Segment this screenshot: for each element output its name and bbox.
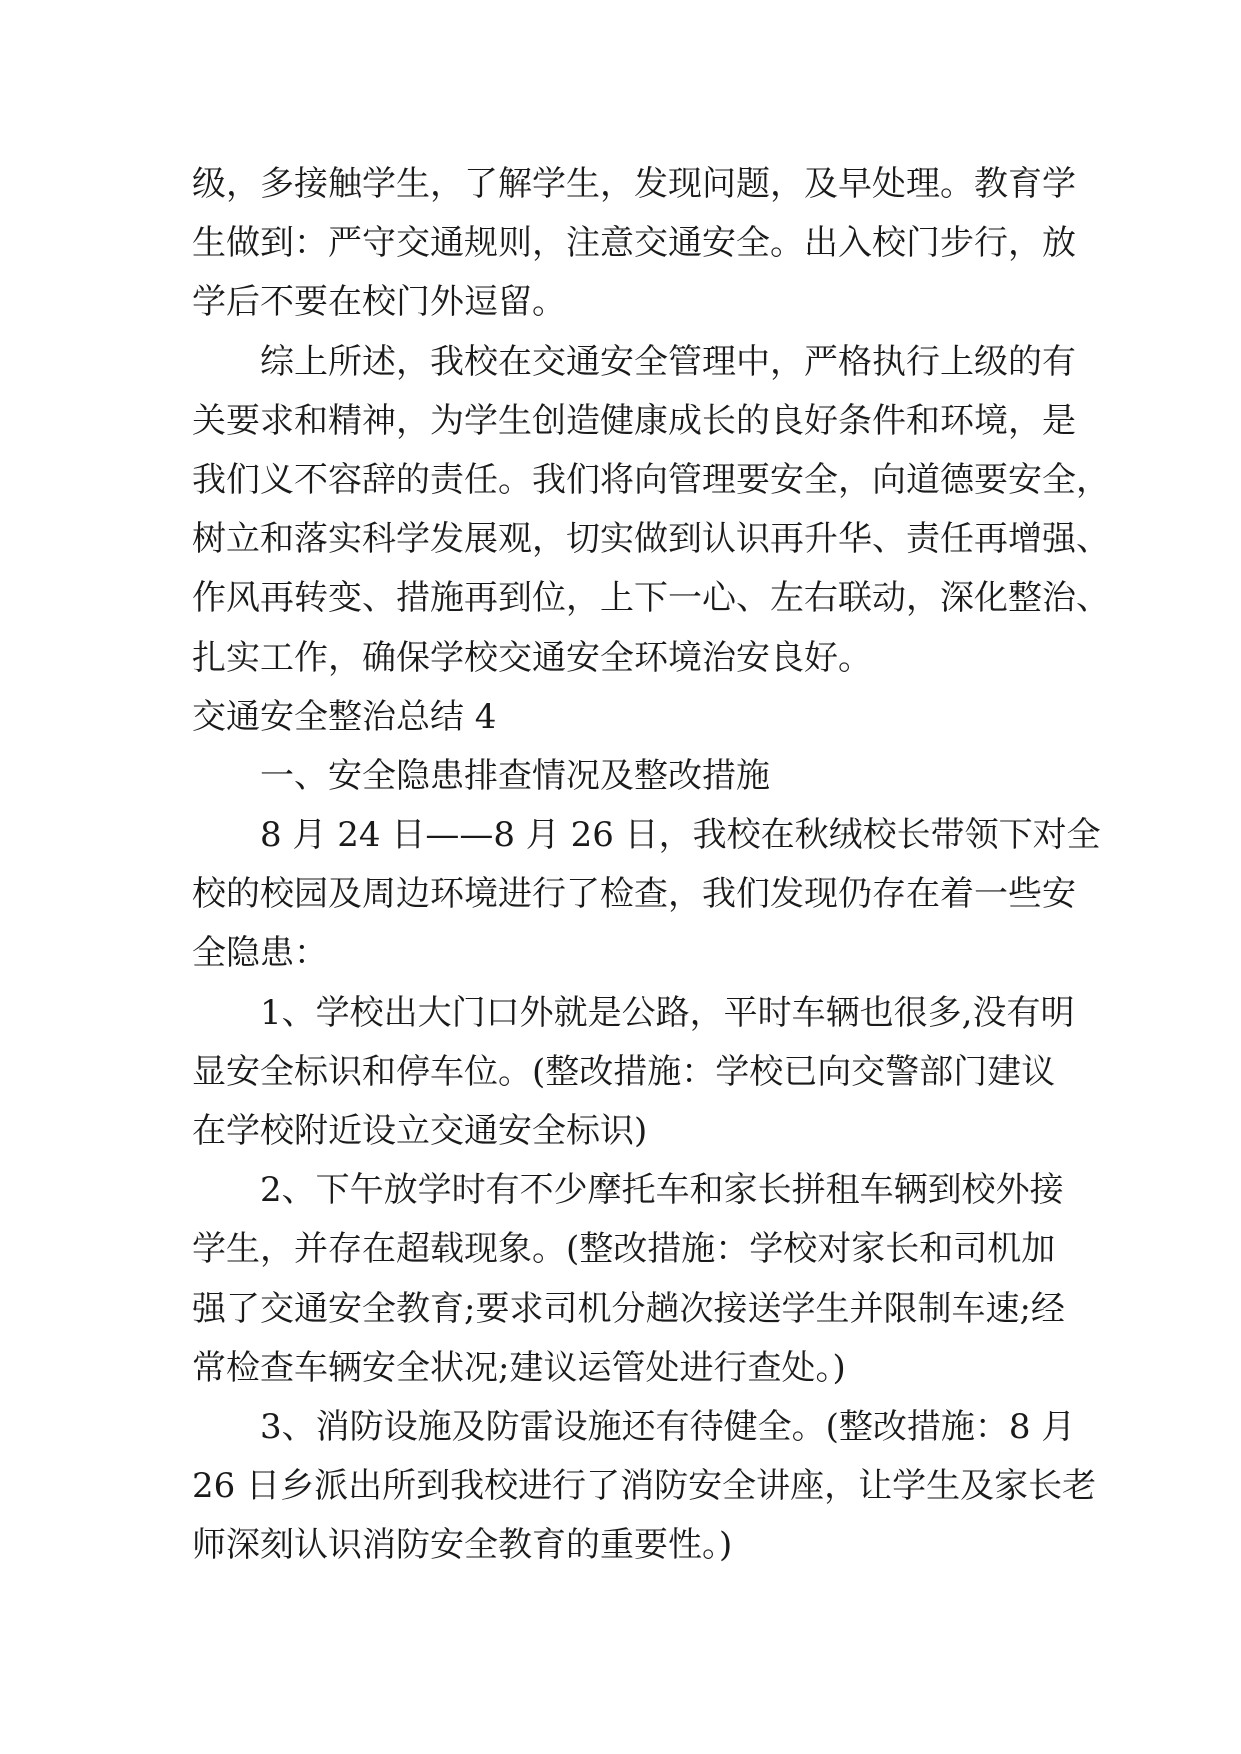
text-line: 在学校附近设立交通安全标识) [192, 1111, 648, 1151]
paragraph-start-line: 综上所述，我校在交通安全管理中，严格执行上级的有 [260, 341, 1076, 382]
text-line: 校的校园及周边环境进行了检查，我们发现仍存在着一些安 [192, 874, 1076, 915]
text-line: 树立和落实科学发展观，切实做到认识再升华、责任再增强、 [192, 519, 1110, 560]
text-line: 常检查车辆安全状况;建议运管处进行查处。) [192, 1347, 846, 1388]
text-line: 扎实工作，确保学校交通安全环境治安良好。 [192, 637, 872, 678]
text-line: 师深刻认识消防安全教育的重要性。) [192, 1525, 733, 1566]
text-line: 显安全标识和停车位。(整改措施：学校已向交警部门建议 [192, 1051, 1056, 1092]
text-line: 级，多接触学生，了解学生，发现问题，及早处理。教育学 [192, 164, 1076, 204]
section-title: 交通安全整治总结 4 [192, 696, 497, 737]
text-line: 我们义不容辞的责任。我们将向管理要安全，向道德要安全， [192, 459, 1110, 500]
list-item-3-line: 3、消防设施及防雷设施还有待健全。(整改措施：8 月 [260, 1406, 1076, 1447]
list-item-2-line: 2、下午放学时有不少摩托车和家长拼租车辆到校外接 [260, 1170, 1064, 1211]
list-item-1-line: 1、学校出大门口外就是公路，平时车辆也很多,没有明 [260, 992, 1075, 1033]
text-line: 26 日乡派出所到我校进行了消防安全讲座，让学生及家长老 [192, 1466, 1097, 1507]
paragraph-start-line: 8 月 24 日——8 月 26 日，我校在秋绒校长带领下对全 [260, 815, 1101, 856]
text-line: 生做到：严守交通规则，注意交通安全。出入校门步行，放 [192, 223, 1076, 264]
subsection-heading: 一、安全隐患排查情况及整改措施 [260, 755, 770, 796]
text-line: 强了交通安全教育;要求司机分趟次接送学生并限制车速;经 [192, 1288, 1065, 1329]
text-line: 作风再转变、措施再到位，上下一心、左右联动，深化整治、 [192, 578, 1110, 619]
text-line: 全隐患： [192, 933, 328, 974]
text-line: 学生，并存在超载现象。(整改措施：学校对家长和司机加 [192, 1229, 1056, 1270]
text-line: 关要求和精神，为学生创造健康成长的良好条件和环境，是 [192, 400, 1076, 441]
text-line: 学后不要在校门外逗留。 [192, 282, 566, 323]
document-body [192, 155, 1110, 1576]
